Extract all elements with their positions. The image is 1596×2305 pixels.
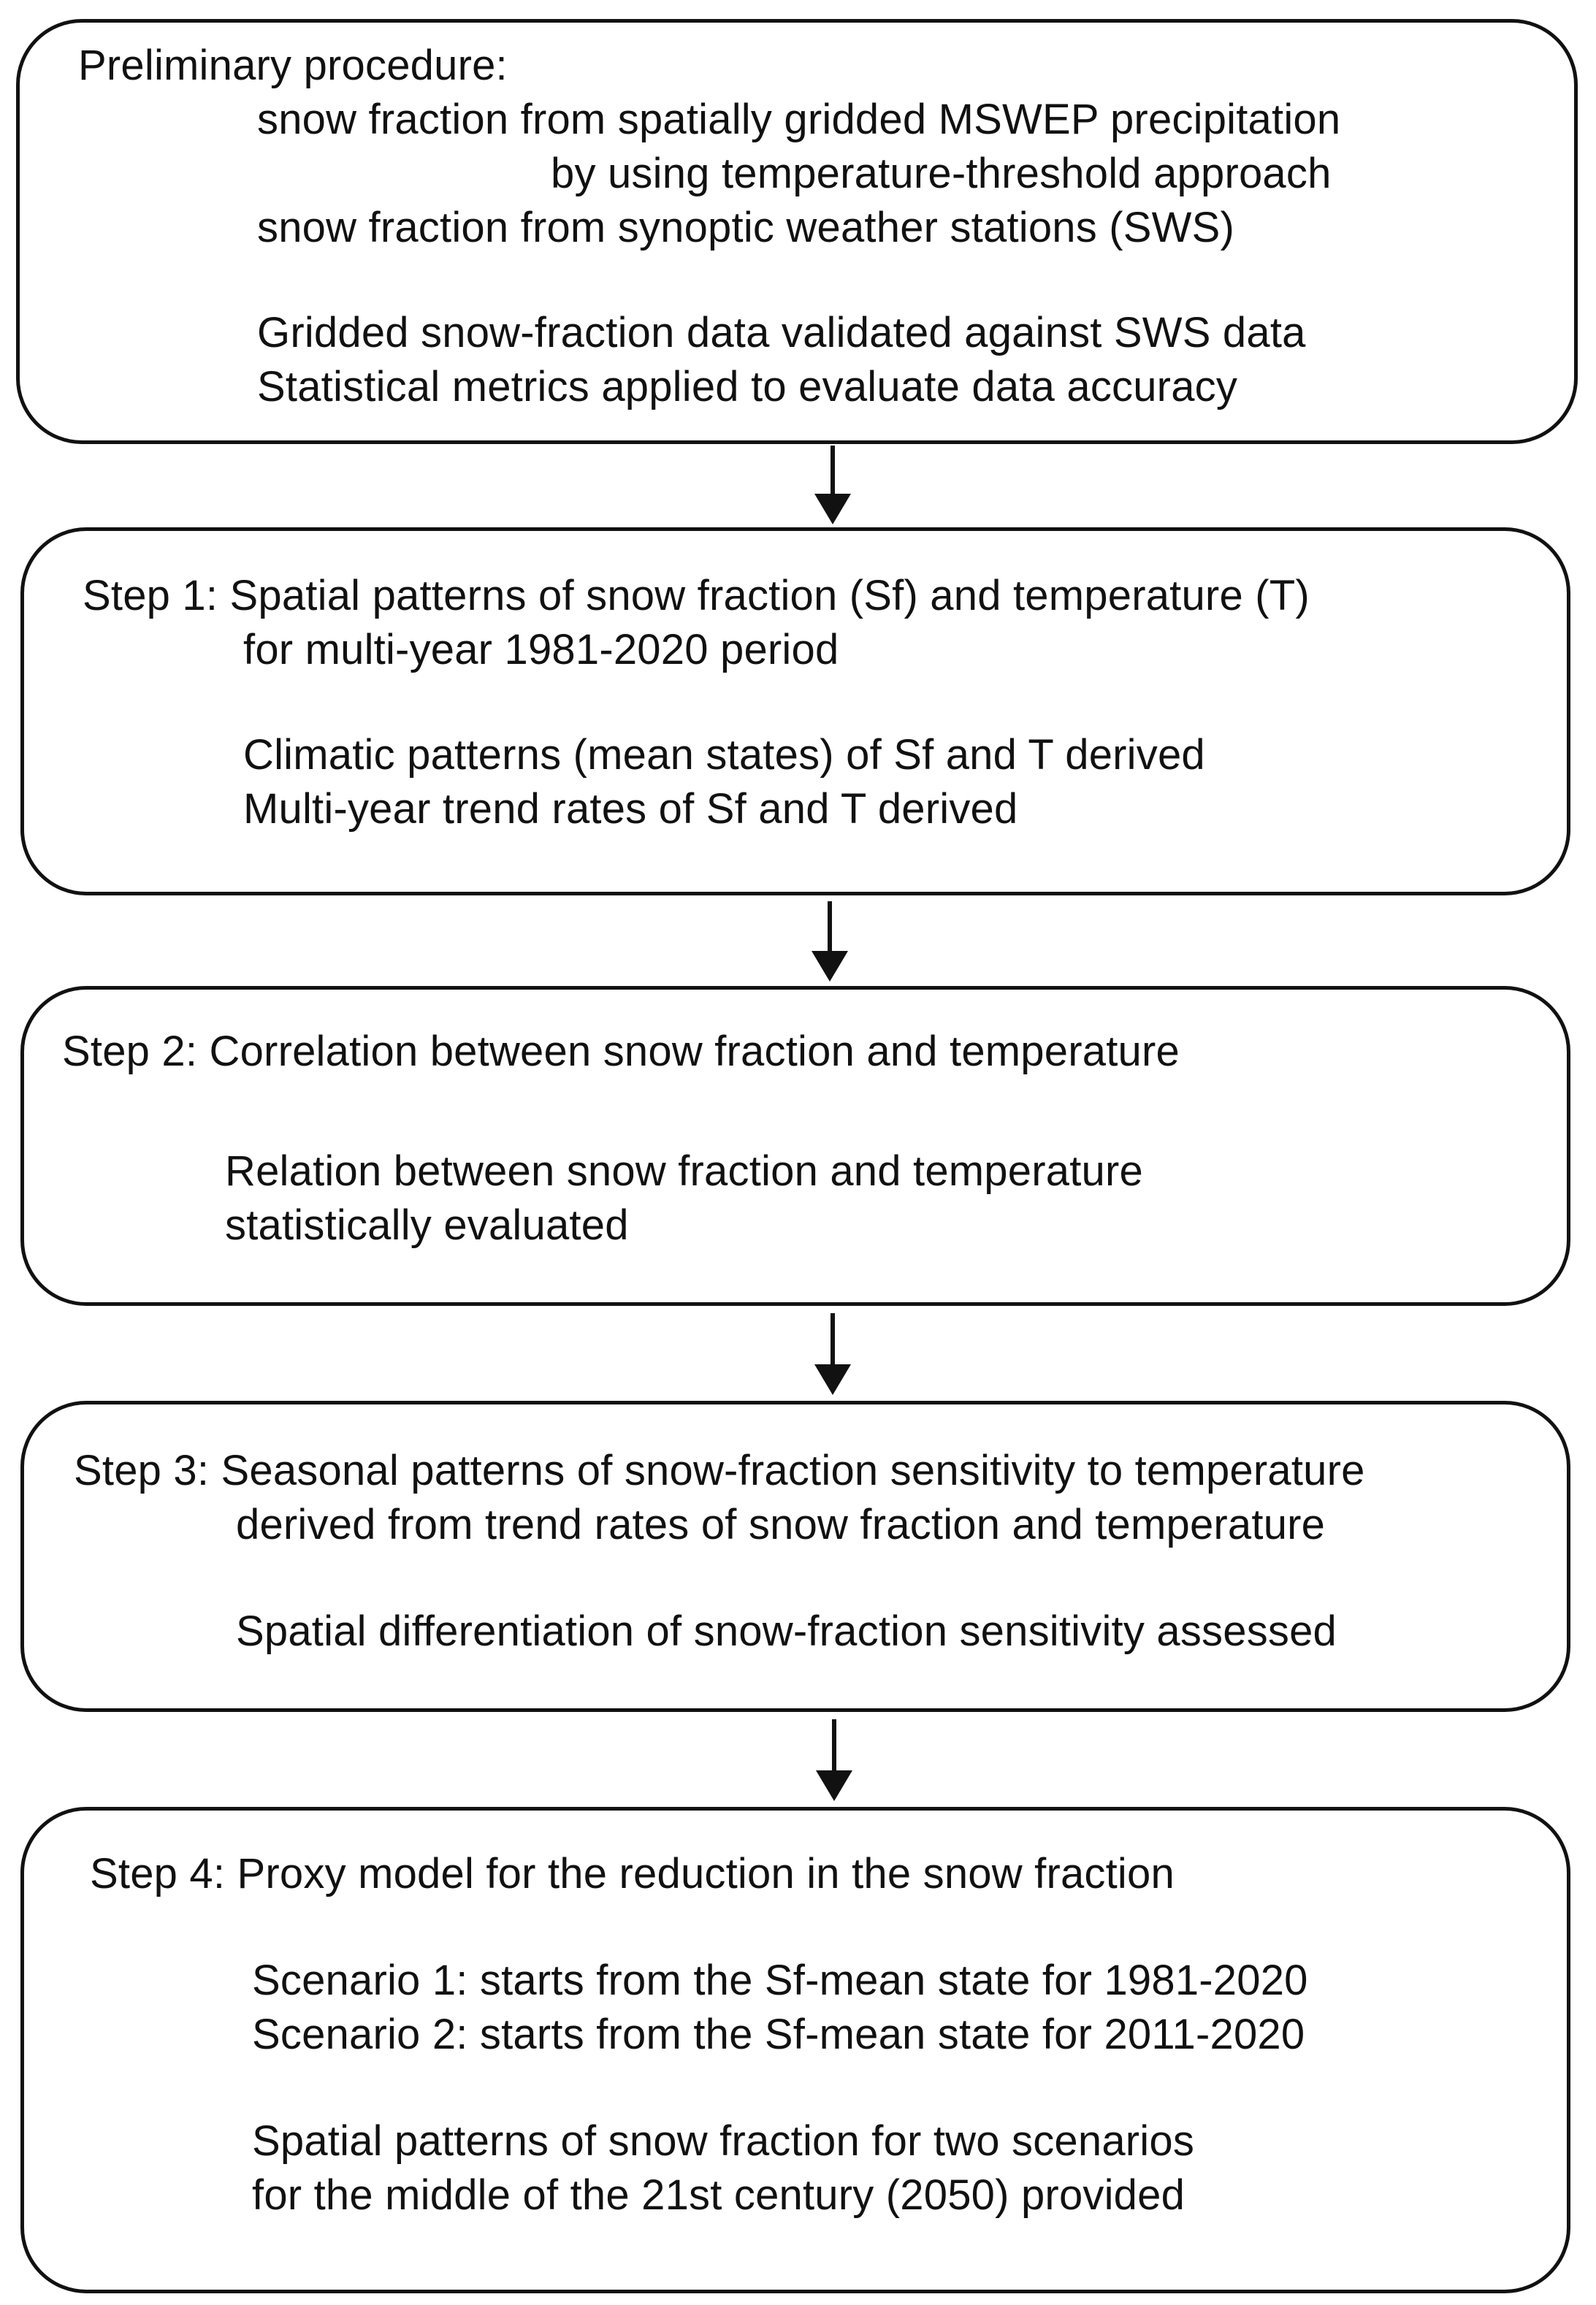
step-2-line-relation: Relation between snow fraction and temperature	[225, 1147, 1143, 1195]
step-2-line-statistically-evaluated: statistically evaluated	[225, 1201, 629, 1249]
step-3-line-derived: derived from trend rates of snow fraction and temperature	[236, 1501, 1326, 1548]
flow-arrow-2	[812, 901, 848, 982]
step-1-box	[20, 527, 1570, 895]
preliminary-line-statistical-metrics: Statistical metrics applied to evaluate data accuracy	[257, 363, 1238, 410]
step-2-box	[20, 986, 1570, 1306]
step-4-line-scenario-1: Scenario 1: starts from the Sf-mean state for 1981-2020	[252, 1957, 1308, 2004]
step-1-title: Step 1: Spatial patterns of snow fraction (Sf) and temperature (T)	[83, 572, 1310, 619]
preliminary-line-sws-snow-fraction: snow fraction from synoptic weather stations (SWS)	[257, 204, 1235, 251]
preliminary-procedure-box	[16, 19, 1578, 444]
preliminary-line-temperature-threshold: by using temperature-threshold approach	[551, 150, 1332, 197]
step-3-box	[20, 1401, 1570, 1712]
step-4-line-middle-century: for the middle of the 21st century (2050) provided	[252, 2171, 1185, 2219]
preliminary-line-gridded-snow-fraction: snow fraction from spatially gridded MSWEP precipitation	[257, 96, 1341, 143]
step-1-line-climatic-patterns: Climatic patterns (mean states) of Sf and T derived	[243, 731, 1205, 779]
flow-arrow-4	[816, 1719, 852, 1801]
step-3-line-spatial-differentiation: Spatial differentiation of snow-fraction sensitivity assessed	[236, 1608, 1337, 1655]
step-1-line-trend-rates: Multi-year trend rates of Sf and T derived	[243, 785, 1018, 833]
step-4-line-spatial-patterns: Spatial patterns of snow fraction for two scenarios	[252, 2117, 1195, 2165]
step-3-title: Step 3: Seasonal patterns of snow-fraction sensitivity to temperature	[74, 1447, 1365, 1494]
step-2-title: Step 2: Correlation between snow fraction and temperature	[62, 1028, 1180, 1075]
step-4-box	[20, 1807, 1570, 2293]
flow-arrow-3	[814, 1313, 851, 1395]
step-1-line-period: for multi-year 1981-2020 period	[243, 626, 839, 673]
preliminary-line-validation: Gridded snow-fraction data validated against SWS data	[257, 309, 1306, 356]
step-4-title: Step 4: Proxy model for the reduction in the snow fraction	[90, 1850, 1175, 1897]
flow-arrow-1	[814, 446, 851, 524]
preliminary-procedure-title: Preliminary procedure:	[78, 42, 508, 89]
step-4-line-scenario-2: Scenario 2: starts from the Sf-mean state for 2011-2020	[252, 2011, 1305, 2058]
